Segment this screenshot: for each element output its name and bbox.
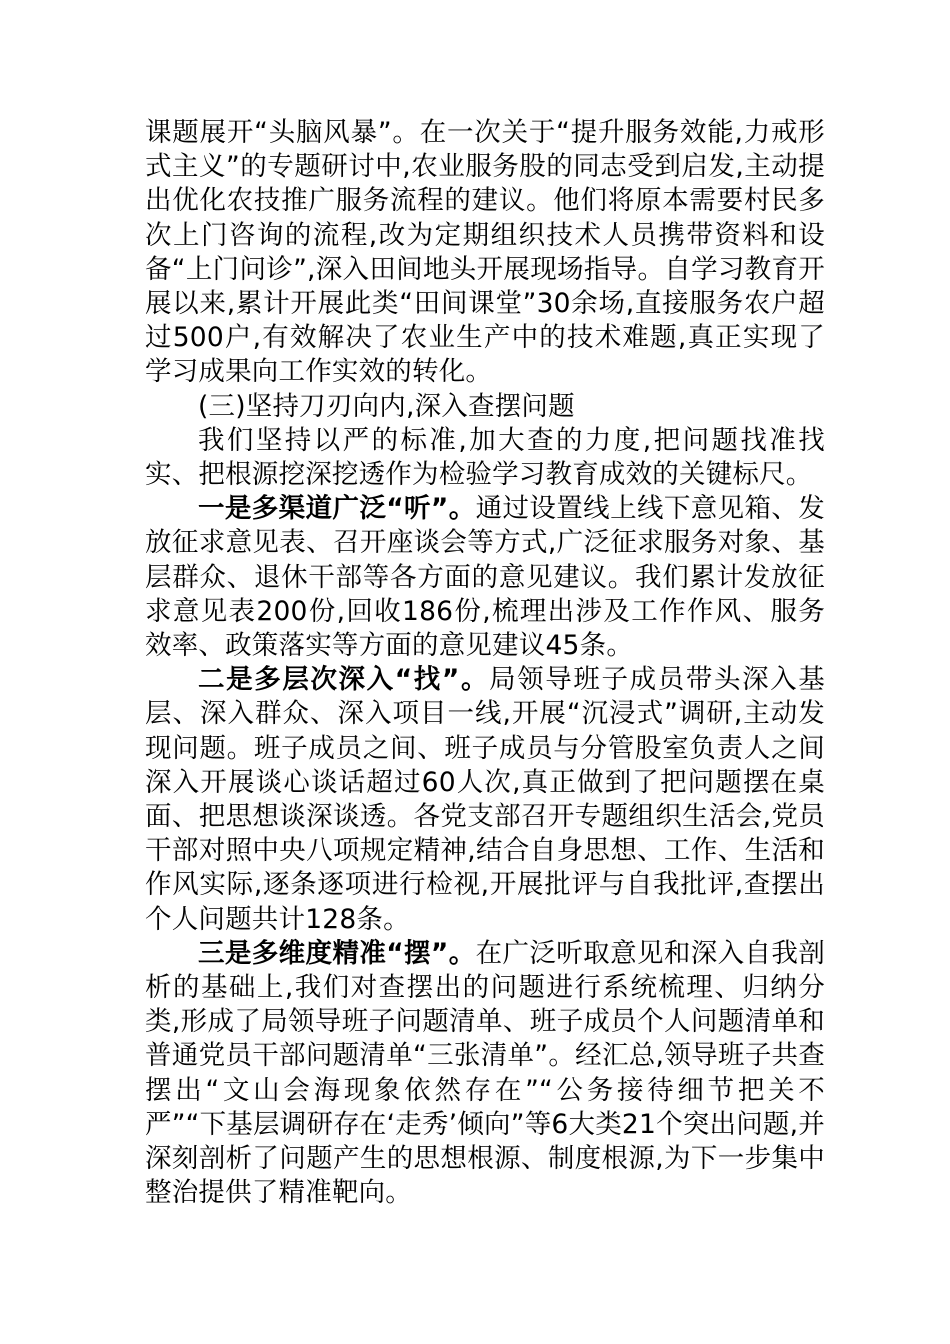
paragraph-intro <box>145 424 825 492</box>
paragraph-lead: 一是多渠道广泛“听”。 <box>198 493 476 525</box>
paragraph-text: 我们坚持以严的标准,加大查的力度,把问题找准找实、把根源挖深挖透作为检验学习教育成效的关键标尺。 <box>145 424 825 491</box>
section-heading <box>145 390 825 424</box>
paragraph-list <box>145 937 825 1211</box>
paragraph-continued <box>145 116 825 390</box>
paragraph-lead: 三是多维度精准“摆”。 <box>198 937 476 969</box>
paragraph-listen <box>145 492 825 663</box>
paragraph-text: 课题展开“头脑风暴”。在一次关于“提升服务效能,力戒形式主义”的专题研讨中,农业服务股的同志受到启发,主动提出优化农技推广服务流程的建议。他们将原本需要村民多次上门咨询的流程,改为定期组织技术人员携带资料和设备“上门问诊”,深入田间地头开展现场指导。自学习教育开展以来,累计开展此类“田间课堂”30余场,直接服务农户超过500户,有效解决了农业生产中的技术难题,真正实现了学习成果向工作实效的转化。 <box>145 117 825 388</box>
section-heading-text: (三)坚持刀刃向内,深入查摆问题 <box>198 390 575 422</box>
document-page <box>145 116 825 1211</box>
paragraph-text: 在广泛听取意见和深入自我剖析的基础上,我们对查摆出的问题进行系统梳理、归纳分类,形成了局领导班子问题清单、班子成员个人问题清单和普通党员干部问题清单“三张清单”。经汇总,领导班子共查摆出“文山会海现象依然存在”“公务接待细节把关不严”“下基层调研存在‘走秀’倾向”等6大类21个突出问题,并深刻剖析了问题产生的思想根源、制度根源,为下一步集中整治提供了精准靶向。 <box>145 937 825 1209</box>
paragraph-find <box>145 663 825 937</box>
paragraph-text: 通过设置线上线下意见箱、发放征求意见表、召开座谈会等方式,广泛征求服务对象、基层群众、退休干部等各方面的意见建议。我们累计发放征求意见表200份,回收186份,梳理出涉及工作作风、服务效率、政策落实等方面的意见建议45条。 <box>145 493 825 662</box>
paragraph-lead: 二是多层次深入“找”。 <box>198 664 490 696</box>
paragraph-text: 局领导班子成员带头深入基层、深入群众、深入项目一线,开展“沉浸式”调研,主动发现问题。班子成员之间、班子成员与分管股室负责人之间深入开展谈心谈话超过60人次,真正做到了把问题摆在桌面、把思想谈深谈透。各党支部召开专题组织生活会,党员干部对照中央八项规定精神,结合自身思想、工作、生活和作风实际,逐条逐项进行检视,开展批评与自我批评,查摆出个人问题共计128条。 <box>145 664 825 935</box>
